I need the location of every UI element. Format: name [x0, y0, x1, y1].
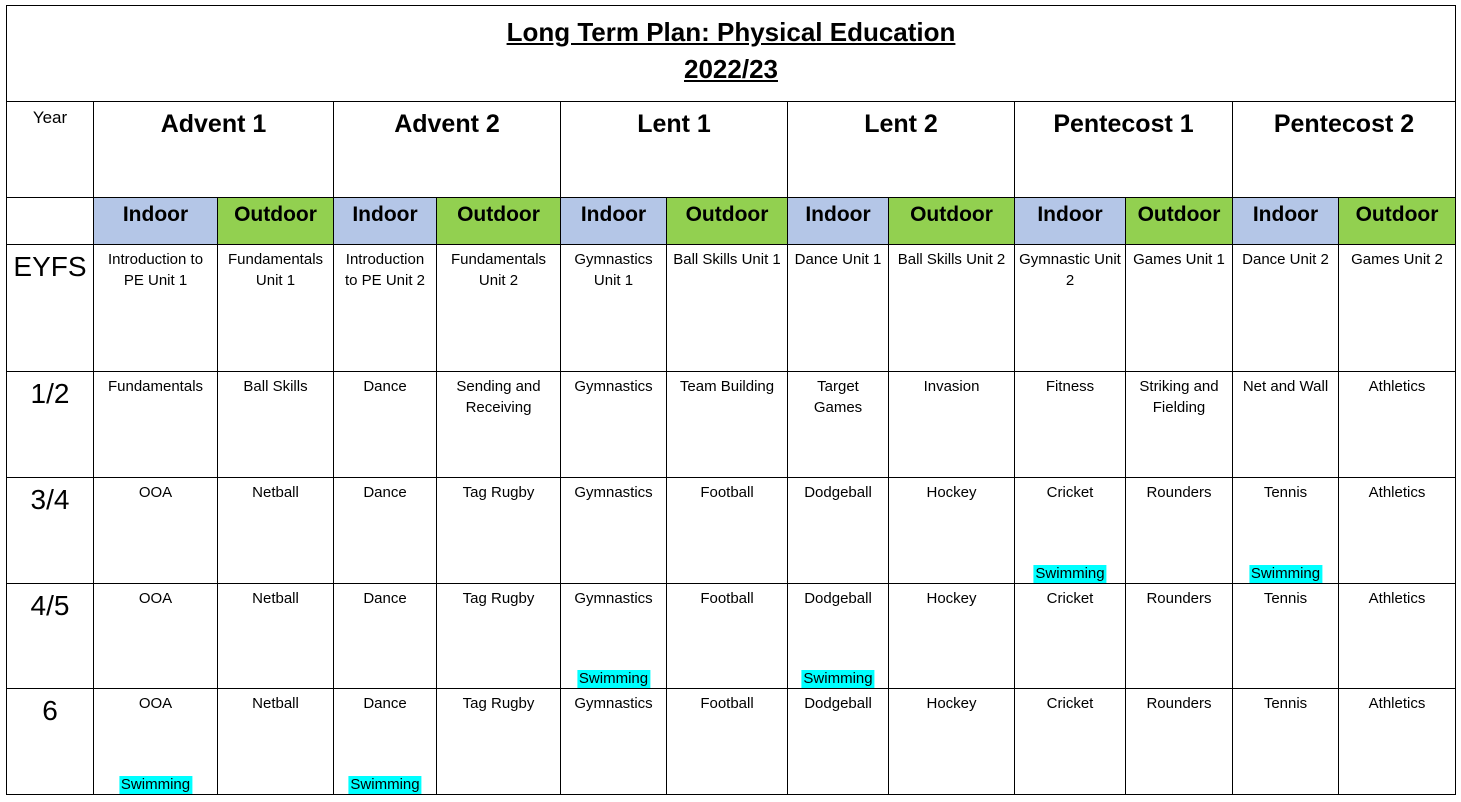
plan-cell [218, 372, 334, 478]
blank-cell [7, 198, 94, 245]
plan-table [6, 5, 1456, 795]
term-header: Lent 2 [788, 102, 1015, 198]
page-title: Long Term Plan: Physical Education [506, 17, 956, 47]
plan-cell [889, 245, 1015, 372]
indoor-label: Indoor [1233, 198, 1339, 245]
plan-cell [561, 478, 667, 584]
plan-cell [1339, 245, 1456, 372]
plan-cell [94, 584, 218, 689]
plan-cell [218, 689, 334, 795]
plan-cell [94, 478, 218, 584]
activity-text: Athletics [1368, 378, 1426, 395]
table-row [7, 372, 1456, 478]
activity-text: Dance [363, 590, 407, 607]
activity-text: Dance Unit 1 [794, 251, 882, 268]
plan-cell [94, 372, 218, 478]
plan-cell [788, 478, 889, 584]
activity-text: Athletics [1368, 695, 1426, 712]
activity-text: Net and Wall [1242, 378, 1329, 395]
outdoor-label: Outdoor [437, 198, 561, 245]
activity-text: Hockey [926, 590, 977, 607]
plan-cell [334, 689, 437, 795]
activity-text: Football [700, 484, 754, 501]
swimming-badge: Swimming [803, 670, 873, 687]
swimming-badge: Swimming [578, 670, 649, 687]
activity-text: Gymnastics Unit 1 [574, 251, 653, 289]
activity-text: OOA [138, 484, 173, 501]
activity-text: Target Games [813, 378, 863, 416]
plan-cell [1126, 478, 1233, 584]
activity-text: Hockey [926, 695, 977, 712]
activity-text: Gymnastics [574, 378, 653, 395]
plan-cell [889, 478, 1015, 584]
plan-cell [1126, 584, 1233, 689]
plan-cell [334, 478, 437, 584]
plan-cell [1233, 689, 1339, 795]
activity-text: Dodgeball [804, 590, 872, 607]
indoor-label: Indoor [94, 198, 218, 245]
term-header: Pentecost 1 [1015, 102, 1233, 198]
term-header: Advent 2 [334, 102, 561, 198]
plan-cell [889, 689, 1015, 795]
plan-cell [561, 245, 667, 372]
plan-cell [1339, 584, 1456, 689]
plan-cell [334, 372, 437, 478]
indoor-label: Indoor [561, 198, 667, 245]
year-label: 3/4 [7, 478, 94, 584]
plan-cell [1015, 478, 1126, 584]
activity-text: Athletics [1368, 590, 1426, 607]
activity-text: Sending and Receiving [456, 378, 541, 416]
activity-text: Dodgeball [804, 695, 872, 712]
plan-cell [889, 584, 1015, 689]
activity-text: Striking and Fielding [1139, 378, 1219, 416]
plan-cell [437, 584, 561, 689]
activity-text: Introduction to PE Unit 2 [344, 251, 426, 289]
activity-text: Tag Rugby [462, 484, 535, 501]
table-row [7, 478, 1456, 584]
indoor-outdoor-row [7, 198, 1456, 245]
activity-text: Fundamentals [107, 378, 204, 395]
activity-text: Netball [252, 484, 299, 501]
plan-cell [667, 478, 788, 584]
activity-text: Fitness [1045, 378, 1095, 395]
plan-cell [437, 689, 561, 795]
activity-text: Gymnastics [574, 590, 653, 607]
activity-text: Cricket [1046, 590, 1094, 607]
plan-cell [1233, 584, 1339, 689]
plan-cell [667, 584, 788, 689]
activity-text: Dance [363, 484, 407, 501]
activity-text: Ball Skills Unit 2 [897, 251, 1006, 268]
outdoor-label: Outdoor [889, 198, 1015, 245]
activity-text: Dance Unit 2 [1242, 251, 1329, 268]
activity-text: OOA [138, 590, 173, 607]
plan-cell [1015, 372, 1126, 478]
outdoor-label: Outdoor [218, 198, 334, 245]
plan-cell [1126, 689, 1233, 795]
page-subtitle-year: 2022/23 [684, 54, 778, 84]
activity-text: Football [700, 695, 754, 712]
activity-text: Dodgeball [804, 484, 872, 501]
activity-text: Dance [363, 695, 407, 712]
activity-text: Games Unit 2 [1351, 251, 1443, 268]
activity-text: Cricket [1046, 695, 1094, 712]
plan-cell [1233, 372, 1339, 478]
plan-cell [667, 689, 788, 795]
plan-cell [1015, 245, 1126, 372]
activity-text: Rounders [1146, 484, 1212, 501]
plan-cell [788, 689, 889, 795]
activity-text: Ball Skills [243, 378, 308, 395]
activity-text: Tennis [1263, 695, 1308, 712]
plan-cell [1126, 372, 1233, 478]
year-label: 6 [7, 689, 94, 795]
plan-cell [437, 372, 561, 478]
activity-text: Invasion [923, 378, 980, 395]
plan-cell [788, 372, 889, 478]
plan-cell [94, 689, 218, 795]
activity-text: Gymnastics [574, 695, 653, 712]
plan-cell [437, 245, 561, 372]
activity-text: Rounders [1146, 695, 1212, 712]
plan-cell [218, 245, 334, 372]
plan-cell [788, 584, 889, 689]
activity-text: Team Building [679, 378, 775, 395]
activity-text: Tennis [1263, 590, 1308, 607]
term-header: Advent 1 [94, 102, 334, 198]
plan-cell [1015, 584, 1126, 689]
swimming-badge: Swimming [1250, 565, 1321, 582]
year-column-header: Year [7, 102, 94, 198]
activity-text: Netball [252, 590, 299, 607]
plan-cell [1339, 689, 1456, 795]
plan-cell [334, 245, 437, 372]
plan-cell [1233, 478, 1339, 584]
activity-text: Athletics [1368, 484, 1426, 501]
plan-cell [1233, 245, 1339, 372]
activity-text: Games Unit 1 [1133, 251, 1225, 268]
swimming-badge: Swimming [350, 776, 420, 793]
term-header: Pentecost 2 [1233, 102, 1456, 198]
year-label: 4/5 [7, 584, 94, 689]
swimming-badge: Swimming [1035, 565, 1105, 582]
plan-cell [561, 689, 667, 795]
activity-text: Fundamentals Unit 2 [450, 251, 547, 289]
activity-text: Gymnastic Unit 2 [1019, 251, 1121, 289]
indoor-label: Indoor [334, 198, 437, 245]
plan-cell [437, 478, 561, 584]
title-cell [7, 6, 1456, 102]
plan-cell [889, 372, 1015, 478]
activity-text: Football [700, 590, 754, 607]
activity-text: Ball Skills Unit 1 [673, 251, 781, 268]
table-row [7, 584, 1456, 689]
plan-cell [667, 245, 788, 372]
plan-cell [1015, 689, 1126, 795]
plan-cell [94, 245, 218, 372]
outdoor-label: Outdoor [1339, 198, 1456, 245]
plan-cell [334, 584, 437, 689]
activity-text: Tennis [1263, 484, 1308, 501]
activity-text: Gymnastics [574, 484, 653, 501]
swimming-badge: Swimming [120, 776, 191, 793]
title-row [7, 6, 1456, 102]
plan-cell [667, 372, 788, 478]
plan-cell [788, 245, 889, 372]
activity-text: Fundamentals Unit 1 [227, 251, 324, 289]
plan-cell [218, 584, 334, 689]
plan-cell [1339, 478, 1456, 584]
plan-cell [1339, 372, 1456, 478]
activity-text: Introduction to PE Unit 1 [107, 251, 204, 289]
table-row [7, 245, 1456, 372]
table-row [7, 689, 1456, 795]
activity-text: Hockey [926, 484, 977, 501]
activity-text: OOA [138, 695, 173, 712]
indoor-label: Indoor [1015, 198, 1126, 245]
activity-text: Cricket [1046, 484, 1094, 501]
activity-text: Rounders [1146, 590, 1212, 607]
activity-text: Dance [363, 378, 407, 395]
term-header: Lent 1 [561, 102, 788, 198]
activity-text: Netball [252, 695, 299, 712]
term-header-row [7, 102, 1456, 198]
activity-text: Tag Rugby [462, 590, 535, 607]
plan-cell [561, 584, 667, 689]
year-label: 1/2 [7, 372, 94, 478]
plan-sheet [6, 5, 1456, 795]
plan-cell [1126, 245, 1233, 372]
outdoor-label: Outdoor [1126, 198, 1233, 245]
plan-cell [561, 372, 667, 478]
outdoor-label: Outdoor [667, 198, 788, 245]
year-label: EYFS [7, 245, 94, 372]
indoor-label: Indoor [788, 198, 889, 245]
plan-cell [218, 478, 334, 584]
activity-text: Tag Rugby [462, 695, 535, 712]
